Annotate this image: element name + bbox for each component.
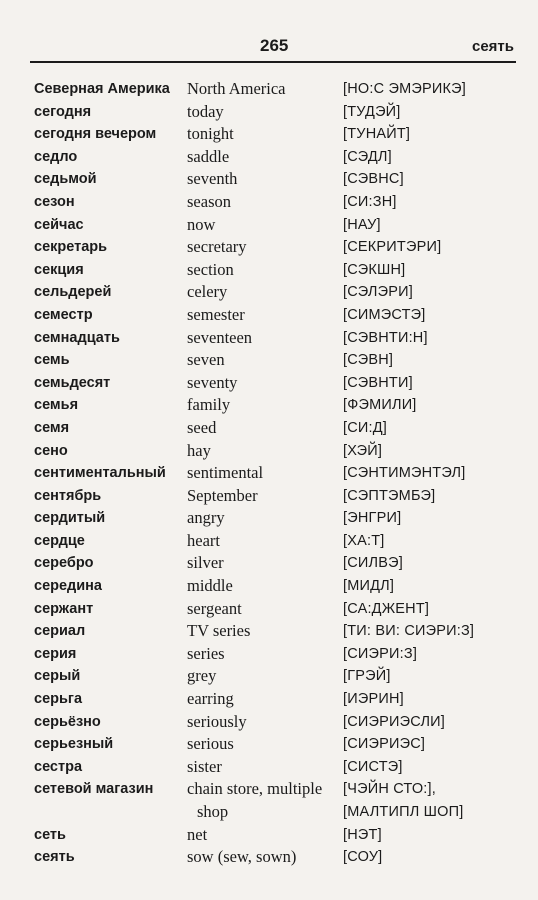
russian-word: семя: [34, 419, 70, 436]
russian-word: сейчас: [34, 216, 84, 233]
russian-word: секция: [34, 261, 84, 278]
pronunciation: [343, 168, 525, 191]
pronunciation: [343, 846, 525, 869]
pronunciation-text: [СА:ДЖЕНТ]: [343, 600, 430, 617]
english-translation: [187, 507, 347, 530]
pronunciation: [343, 598, 525, 621]
pronunciation-text: [СЭПТЭМБЭ]: [343, 487, 436, 504]
dictionary-entry: [34, 259, 524, 282]
pronunciation-text: [НЭТ]: [343, 826, 382, 843]
pronunciation: [343, 530, 525, 553]
russian-word: сегодня: [34, 103, 92, 120]
english-translation: [187, 688, 347, 711]
pronunciation-text: [СЭВНТИ]: [343, 374, 413, 391]
pronunciation: [343, 394, 525, 417]
dictionary-entry: [34, 327, 524, 350]
dictionary-entry: [34, 123, 524, 146]
pronunciation: [343, 620, 525, 643]
page-number: 265: [260, 36, 289, 55]
english-translation: [187, 485, 347, 508]
dictionary-entry: [34, 191, 524, 214]
dictionary-entry: [34, 552, 524, 575]
russian-word: семестр: [34, 306, 93, 323]
english-translation: [187, 598, 347, 621]
english-translation-text: sergeant: [187, 598, 242, 618]
english-translation: [187, 756, 347, 779]
pronunciation-text: [ФЭМИЛИ]: [343, 397, 417, 414]
pronunciation: [343, 824, 525, 847]
pronunciation-text: [ИЭРИН]: [343, 691, 404, 708]
pronunciation-text: [СЭВН]: [343, 352, 394, 369]
english-translation: [187, 146, 347, 169]
english-translation: [187, 214, 347, 237]
pronunciation-text: [СИМЭСТЭ]: [343, 306, 426, 323]
dictionary-entry: [34, 372, 524, 395]
english-translation-text: now: [187, 214, 216, 234]
english-translation: [187, 575, 347, 598]
dictionary-entry: [34, 711, 524, 734]
english-translation: [187, 462, 347, 485]
running-head: сеять: [471, 38, 514, 55]
english-translation: [187, 711, 347, 734]
russian-word: секретарь: [34, 239, 108, 256]
english-translation-text: earring: [187, 689, 234, 709]
pronunciation-text: [МИДЛ]: [343, 578, 395, 595]
pronunciation: [343, 101, 525, 124]
russian-word: серьёзно: [34, 713, 101, 730]
english-translation: [187, 123, 347, 146]
english-translation-text: section: [187, 259, 234, 279]
russian-word: сержант: [34, 600, 94, 617]
russian-word: седло: [34, 148, 78, 165]
pronunciation: [343, 304, 525, 327]
pronunciation: [343, 665, 525, 688]
pronunciation-text: [СЭНТИМЭНТЭЛ]: [343, 465, 466, 482]
english-translation: [187, 78, 347, 101]
pronunciation-text: [СИ:ЗН]: [343, 193, 397, 210]
pronunciation-text: [ТУНАЙТ]: [343, 126, 411, 143]
dictionary-entry: [34, 417, 524, 440]
pronunciation-text: [СЭДЛ]: [343, 148, 392, 165]
dictionary-entry: [34, 349, 524, 372]
english-translation-text: hay: [187, 440, 211, 460]
pronunciation-text: [ХЭЙ]: [343, 442, 383, 459]
pronunciation: [343, 643, 525, 666]
dictionary-entry: [34, 281, 524, 304]
english-translation-text: tonight: [187, 124, 234, 144]
russian-word: сегодня вечером: [34, 126, 157, 143]
dictionary-entry: [34, 101, 524, 124]
pronunciation-text: [СИЭРИ:З]: [343, 645, 418, 662]
english-translation-text: seventh: [187, 169, 238, 189]
dictionary-entry: [34, 688, 524, 711]
english-translation: [187, 643, 347, 666]
pronunciation: [343, 733, 525, 756]
russian-word: сентиментальный: [34, 465, 166, 482]
pronunciation: [343, 236, 525, 259]
russian-word: сердце: [34, 532, 85, 549]
english-translation-text: family: [187, 395, 231, 415]
pronunciation-text: [ТИ: ВИ: СИЭРИ:З]: [343, 623, 475, 640]
pronunciation: [343, 78, 525, 101]
english-translation-text: celery: [187, 282, 228, 302]
pronunciation-text: [СЭВНС]: [343, 171, 404, 188]
english-translation: [187, 530, 347, 553]
english-translation: [187, 191, 347, 214]
pronunciation: [343, 191, 525, 214]
russian-word: серый: [34, 668, 81, 685]
dictionary-entry: [34, 643, 524, 666]
english-translation: [187, 778, 347, 823]
english-translation-text: net: [187, 824, 208, 844]
pronunciation: [343, 440, 525, 463]
english-translation: [187, 733, 347, 756]
pronunciation: [343, 485, 525, 508]
russian-word: сетевой магазин: [34, 781, 154, 798]
english-translation-text: middle: [187, 576, 233, 596]
english-translation-text: seventeen: [187, 327, 253, 347]
english-translation-text: seriously: [187, 711, 247, 731]
english-translation-text: TV series: [187, 621, 251, 641]
dictionary-entry: [34, 462, 524, 485]
pronunciation-text: [ЭНГРИ]: [343, 510, 402, 527]
english-translation-text: grey: [187, 666, 217, 686]
english-translation: [187, 824, 347, 847]
russian-word: сельдерей: [34, 284, 112, 301]
russian-word: семнадцать: [34, 329, 120, 346]
pronunciation-text: [СЭВНТИ:Н]: [343, 329, 428, 346]
pronunciation-text: [ЧЭЙН СТО:],: [343, 781, 436, 798]
russian-word: сентябрь: [34, 487, 102, 504]
pronunciation: [343, 259, 525, 282]
dictionary-entry: [34, 846, 524, 869]
english-translation-text: serious: [187, 734, 234, 754]
dictionary-entry: [34, 304, 524, 327]
english-translation: [187, 327, 347, 350]
english-translation: [187, 236, 347, 259]
russian-word: серебро: [34, 555, 94, 572]
dictionary-entry: [34, 733, 524, 756]
dictionary-entry: [34, 78, 524, 101]
english-translation: [187, 552, 347, 575]
pronunciation-text: [СИСТЭ]: [343, 758, 403, 775]
russian-word: седьмой: [34, 171, 97, 188]
english-translation-text: heart: [187, 530, 220, 550]
pronunciation-text: [ГРЭЙ]: [343, 668, 391, 685]
pronunciation: [343, 552, 525, 575]
pronunciation: [343, 372, 525, 395]
dictionary-entry: [34, 598, 524, 621]
pronunciation-text: [ХА:Т]: [343, 532, 385, 549]
english-translation-text: season: [187, 191, 231, 211]
russian-word: семь: [34, 352, 70, 369]
english-translation-text: seventy: [187, 372, 238, 392]
english-translation-text: seed: [187, 417, 217, 437]
russian-word: сеть: [34, 826, 66, 843]
english-translation: [187, 304, 347, 327]
dictionary-entry: [34, 575, 524, 598]
russian-word: сердитый: [34, 510, 106, 527]
russian-word: сеять: [34, 849, 75, 866]
pronunciation: [343, 462, 525, 485]
russian-word: семьдесят: [34, 374, 111, 391]
pronunciation-text: [СИ:Д]: [343, 419, 387, 436]
english-translation: [187, 372, 347, 395]
english-translation-text: chain store, multiple: [187, 779, 323, 799]
pronunciation: [343, 507, 525, 530]
english-translation: [187, 281, 347, 304]
dictionary-entry: [34, 756, 524, 779]
dictionary-entry: [34, 665, 524, 688]
pronunciation-text: [СИЛВЭ]: [343, 555, 403, 572]
entries-list: [34, 78, 524, 869]
dictionary-entry: [34, 440, 524, 463]
russian-word: сериал: [34, 623, 86, 640]
english-translation-text: semester: [187, 304, 245, 324]
english-translation-text: silver: [187, 553, 224, 573]
header-rule: [30, 61, 516, 63]
dictionary-entry: [34, 824, 524, 847]
pronunciation-text: [СЕКРИТЭРИ]: [343, 239, 442, 256]
pronunciation-text: [НАУ]: [343, 216, 381, 233]
dictionary-entry: [34, 394, 524, 417]
dictionary-entry: [34, 214, 524, 237]
dictionary-entry: [34, 620, 524, 643]
english-translation-text: sow (sew, sown): [187, 847, 297, 867]
english-translation: [187, 665, 347, 688]
pronunciation: [343, 214, 525, 237]
russian-word: сезон: [34, 193, 75, 210]
pronunciation: [343, 327, 525, 350]
pronunciation: [343, 756, 525, 779]
pronunciation-continued: [МАЛТИПЛ ШОП]: [343, 804, 464, 820]
russian-word: серия: [34, 645, 77, 662]
english-translation: [187, 846, 347, 869]
english-translation: [187, 620, 347, 643]
dictionary-entry: [34, 236, 524, 259]
english-translation-text: North America: [187, 79, 286, 98]
pronunciation-text: [СОУ]: [343, 849, 383, 866]
pronunciation: [343, 349, 525, 372]
english-translation: [187, 168, 347, 191]
russian-word: серьга: [34, 691, 83, 708]
pronunciation-text: [НО:С ЭМЭРИКЭ]: [343, 81, 467, 97]
english-translation-text: sister: [187, 756, 222, 776]
english-translation-text: saddle: [187, 146, 230, 166]
english-translation: [187, 349, 347, 372]
page-header: [30, 34, 516, 64]
english-translation: [187, 259, 347, 282]
pronunciation: [343, 281, 525, 304]
russian-word: сестра: [34, 758, 83, 775]
pronunciation-text: [ТУДЭЙ]: [343, 103, 401, 120]
russian-word: Северная Америка: [34, 81, 170, 97]
english-translation-text: sentimental: [187, 463, 264, 483]
english-translation-text: angry: [187, 508, 225, 528]
pronunciation: [343, 688, 525, 711]
russian-word: семья: [34, 397, 79, 414]
dictionary-entry: [34, 507, 524, 530]
pronunciation: [343, 146, 525, 169]
english-translation: [187, 440, 347, 463]
pronunciation: [343, 778, 525, 823]
pronunciation: [343, 417, 525, 440]
english-translation-text: secretary: [187, 237, 247, 257]
dictionary-entry: [34, 168, 524, 191]
english-translation-text: today: [187, 101, 224, 121]
russian-word: сено: [34, 442, 68, 459]
english-translation-text: series: [187, 643, 225, 663]
english-translation: [187, 417, 347, 440]
pronunciation: [343, 575, 525, 598]
english-translation-text: seven: [187, 350, 225, 370]
english-translation: [187, 101, 347, 124]
pronunciation-text: [СИЭРИЭСЛИ]: [343, 713, 446, 730]
russian-word: серьезный: [34, 736, 114, 753]
dictionary-entry: [34, 485, 524, 508]
pronunciation-text: [СЭЛЭРИ]: [343, 284, 413, 301]
pronunciation: [343, 123, 525, 146]
english-translation-text: September: [187, 485, 258, 505]
english-translation-continued: shop: [197, 802, 229, 821]
pronunciation-text: [СЭКШН]: [343, 261, 406, 278]
pronunciation-text: [СИЭРИЭС]: [343, 736, 426, 753]
dictionary-entry: [34, 778, 524, 823]
english-translation: [187, 394, 347, 417]
dictionary-entry: [34, 530, 524, 553]
russian-word: середина: [34, 578, 102, 595]
pronunciation: [343, 711, 525, 734]
dictionary-entry: [34, 146, 524, 169]
